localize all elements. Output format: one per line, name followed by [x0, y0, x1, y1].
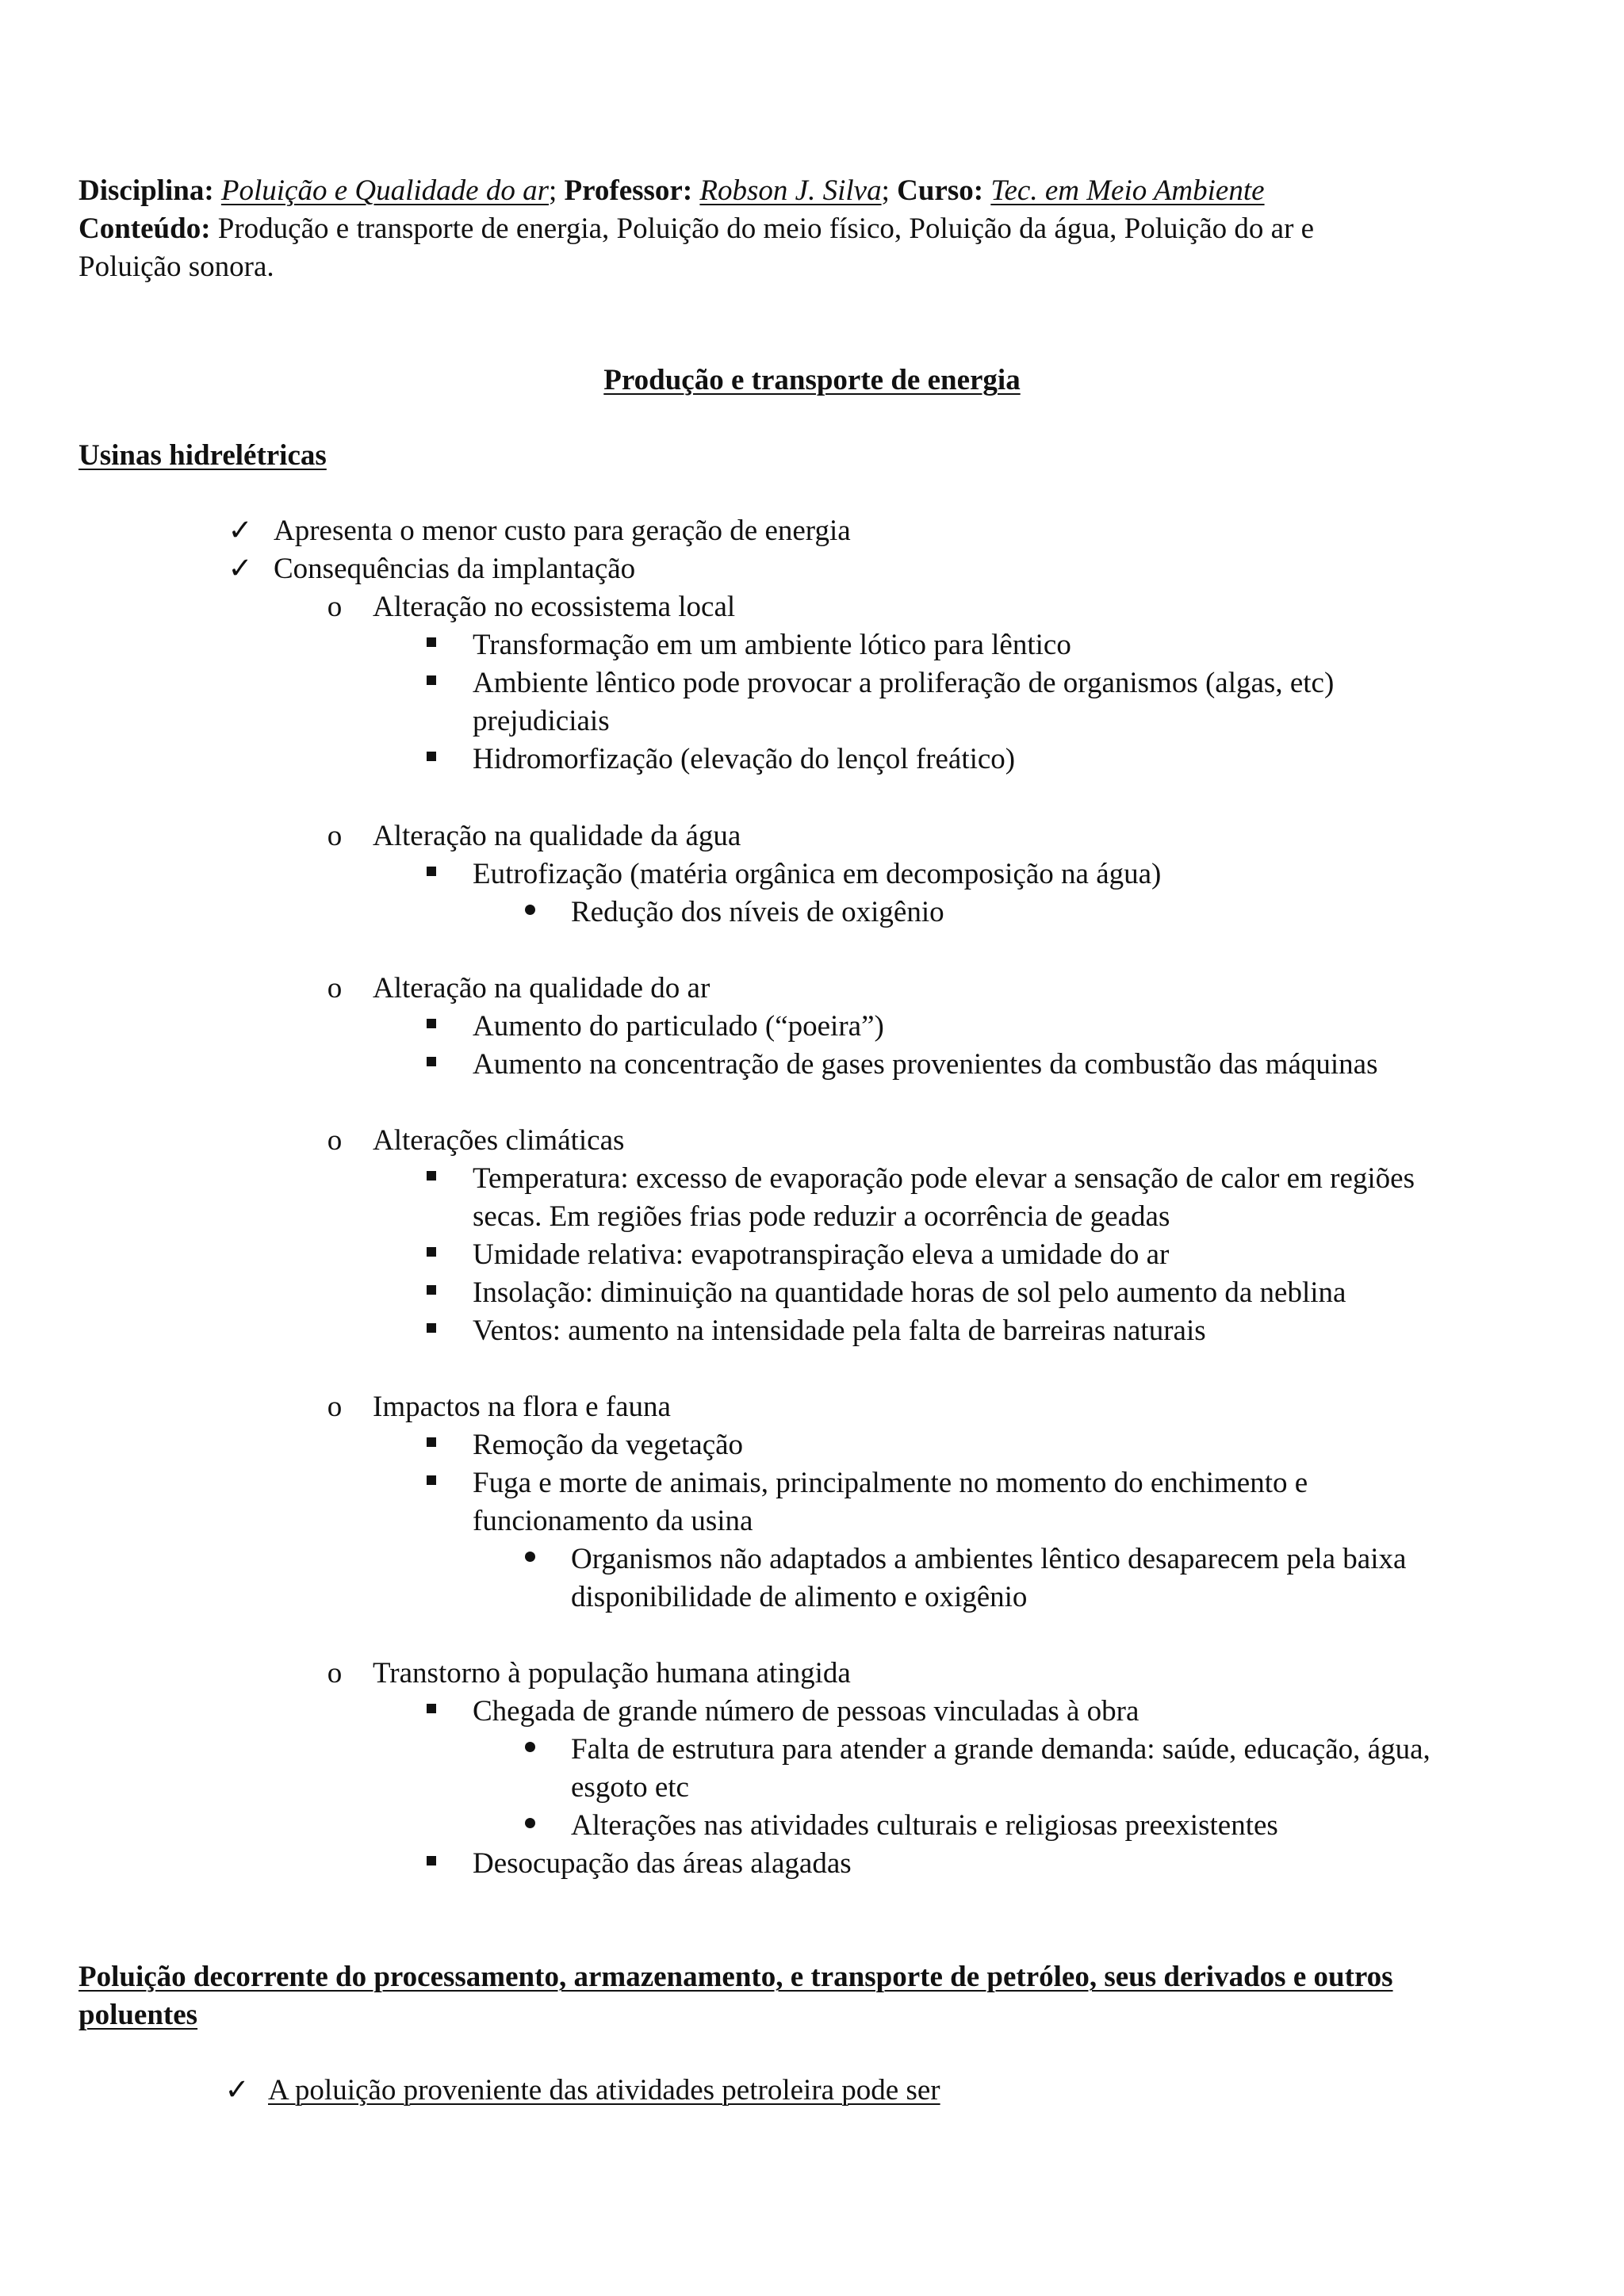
list-item: Aumento do particulado (“poeira”): [473, 1010, 884, 1043]
list-item: Transformação em um ambiente lótico para lêntico: [473, 629, 1071, 661]
content-text: Produção e transporte de energia, Poluição do meio físico, Poluição da água, Poluição do ar e: [217, 212, 1315, 245]
list-item-continuation: secas. Em regiões frias pode reduzir a ocorrência de geadas: [473, 1200, 1170, 1233]
circle-bullet-icon: o: [327, 1124, 343, 1157]
circle-bullet-icon: o: [327, 1657, 343, 1689]
list-item: Ambiente lêntico pode provocar a proliferação de organismos (algas, etc): [473, 667, 1335, 699]
list-item: Alteração na qualidade do ar: [373, 972, 710, 1004]
list-item: Hidromorfização (elevação do lençol freático): [473, 743, 1016, 775]
check-icon: ✓: [228, 553, 253, 585]
list-item: Insolação: diminuição na quantidade horas de sol pelo aumento da neblina: [473, 1276, 1346, 1309]
square-bullet-icon: [427, 752, 436, 761]
list-item: Eutrofização (matéria orgânica em decomposição na água): [473, 858, 1162, 890]
list-item: Alteração no ecossistema local: [373, 591, 736, 623]
usinas-heading: Usinas hidrelétricas: [79, 439, 327, 472]
check-icon: ✓: [228, 515, 253, 547]
list-item-continuation: prejudiciais: [473, 705, 610, 737]
square-bullet-icon: [427, 867, 436, 876]
list-item: Umidade relativa: evapotranspiração eleva a umidade do ar: [473, 1238, 1170, 1271]
list-item: Alterações climáticas: [373, 1124, 625, 1157]
circle-bullet-icon: o: [327, 591, 343, 623]
section-title: Produção e transporte de energia: [603, 364, 1021, 396]
square-bullet-icon: [427, 1247, 436, 1257]
discipline-label: Disciplina:: [79, 174, 214, 207]
list-item: Alterações nas atividades culturais e religiosas preexistentes: [571, 1809, 1278, 1842]
square-bullet-icon: [427, 1437, 436, 1447]
header-line-1: [79, 172, 1265, 210]
list-item-continuation: funcionamento da usina: [473, 1505, 753, 1537]
list-item: Apresenta o menor custo para geração de energia: [274, 515, 851, 547]
separator: ;: [881, 174, 890, 207]
square-bullet-icon: [427, 1171, 436, 1181]
content-label: Conteúdo:: [79, 212, 211, 245]
list-item: Alteração na qualidade da água: [373, 820, 741, 852]
professor-label: Professor:: [564, 174, 693, 207]
list-item-continuation: esgoto etc: [571, 1771, 689, 1804]
square-bullet-icon: [427, 1285, 436, 1295]
header-line-3: Poluição sonora.: [79, 251, 274, 283]
list-item: Redução dos níveis de oxigênio: [571, 896, 944, 928]
list-item: Desocupação das áreas alagadas: [473, 1847, 852, 1880]
check-icon: ✓: [224, 2074, 250, 2107]
list-item: Chegada de grande número de pessoas vinculadas à obra: [473, 1695, 1139, 1728]
list-item: Transtorno à população humana atingida: [373, 1657, 851, 1689]
list-item: Fuga e morte de animais, principalmente no momento do enchimento e: [473, 1467, 1308, 1499]
square-bullet-icon: [427, 675, 436, 685]
circle-bullet-icon: o: [327, 972, 343, 1004]
circle-bullet-icon: o: [327, 1391, 343, 1423]
square-bullet-icon: [427, 1856, 436, 1866]
round-bullet-icon: [525, 1552, 535, 1562]
list-item: Impactos na flora e fauna: [373, 1391, 671, 1423]
course-label: Curso:: [897, 174, 984, 207]
petroleo-heading-continuation: poluentes: [79, 1999, 198, 2031]
round-bullet-icon: [525, 1742, 535, 1752]
square-bullet-icon: [427, 1323, 436, 1333]
square-bullet-icon: [427, 1019, 436, 1028]
course-value: Tec. em Meio Ambiente: [990, 174, 1265, 207]
round-bullet-icon: [525, 905, 535, 915]
list-item: Consequências da implantação: [274, 553, 636, 585]
square-bullet-icon: [427, 637, 436, 647]
square-bullet-icon: [427, 1475, 436, 1485]
list-item: Ventos: aumento na intensidade pela falta de barreiras naturais: [473, 1314, 1206, 1347]
list-item: Organismos não adaptados a ambientes lêntico desaparecem pela baixa: [571, 1543, 1407, 1575]
petroleo-heading: Poluição decorrente do processamento, armazenamento, e transporte de petróleo, seus derivados e outros: [79, 1961, 1393, 1993]
list-item: Temperatura: excesso de evaporação pode elevar a sensação de calor em regiões: [473, 1162, 1415, 1195]
header-line-2: [79, 210, 1314, 248]
circle-bullet-icon: o: [327, 820, 343, 852]
list-item: Remoção da vegetação: [473, 1429, 744, 1461]
discipline-value: Poluição e Qualidade do ar: [220, 174, 549, 207]
separator: ;: [549, 174, 557, 207]
list-item: Falta de estrutura para atender a grande demanda: saúde, educação, água,: [571, 1733, 1431, 1766]
professor-value: Robson J. Silva: [699, 174, 882, 207]
list-item: A poluição proveniente das atividades petroleira pode ser: [268, 2074, 940, 2107]
list-item: Aumento na concentração de gases provenientes da combustão das máquinas: [473, 1048, 1378, 1081]
square-bullet-icon: [427, 1704, 436, 1713]
square-bullet-icon: [427, 1057, 436, 1066]
list-item-continuation: disponibilidade de alimento e oxigênio: [571, 1581, 1028, 1613]
round-bullet-icon: [525, 1818, 535, 1828]
